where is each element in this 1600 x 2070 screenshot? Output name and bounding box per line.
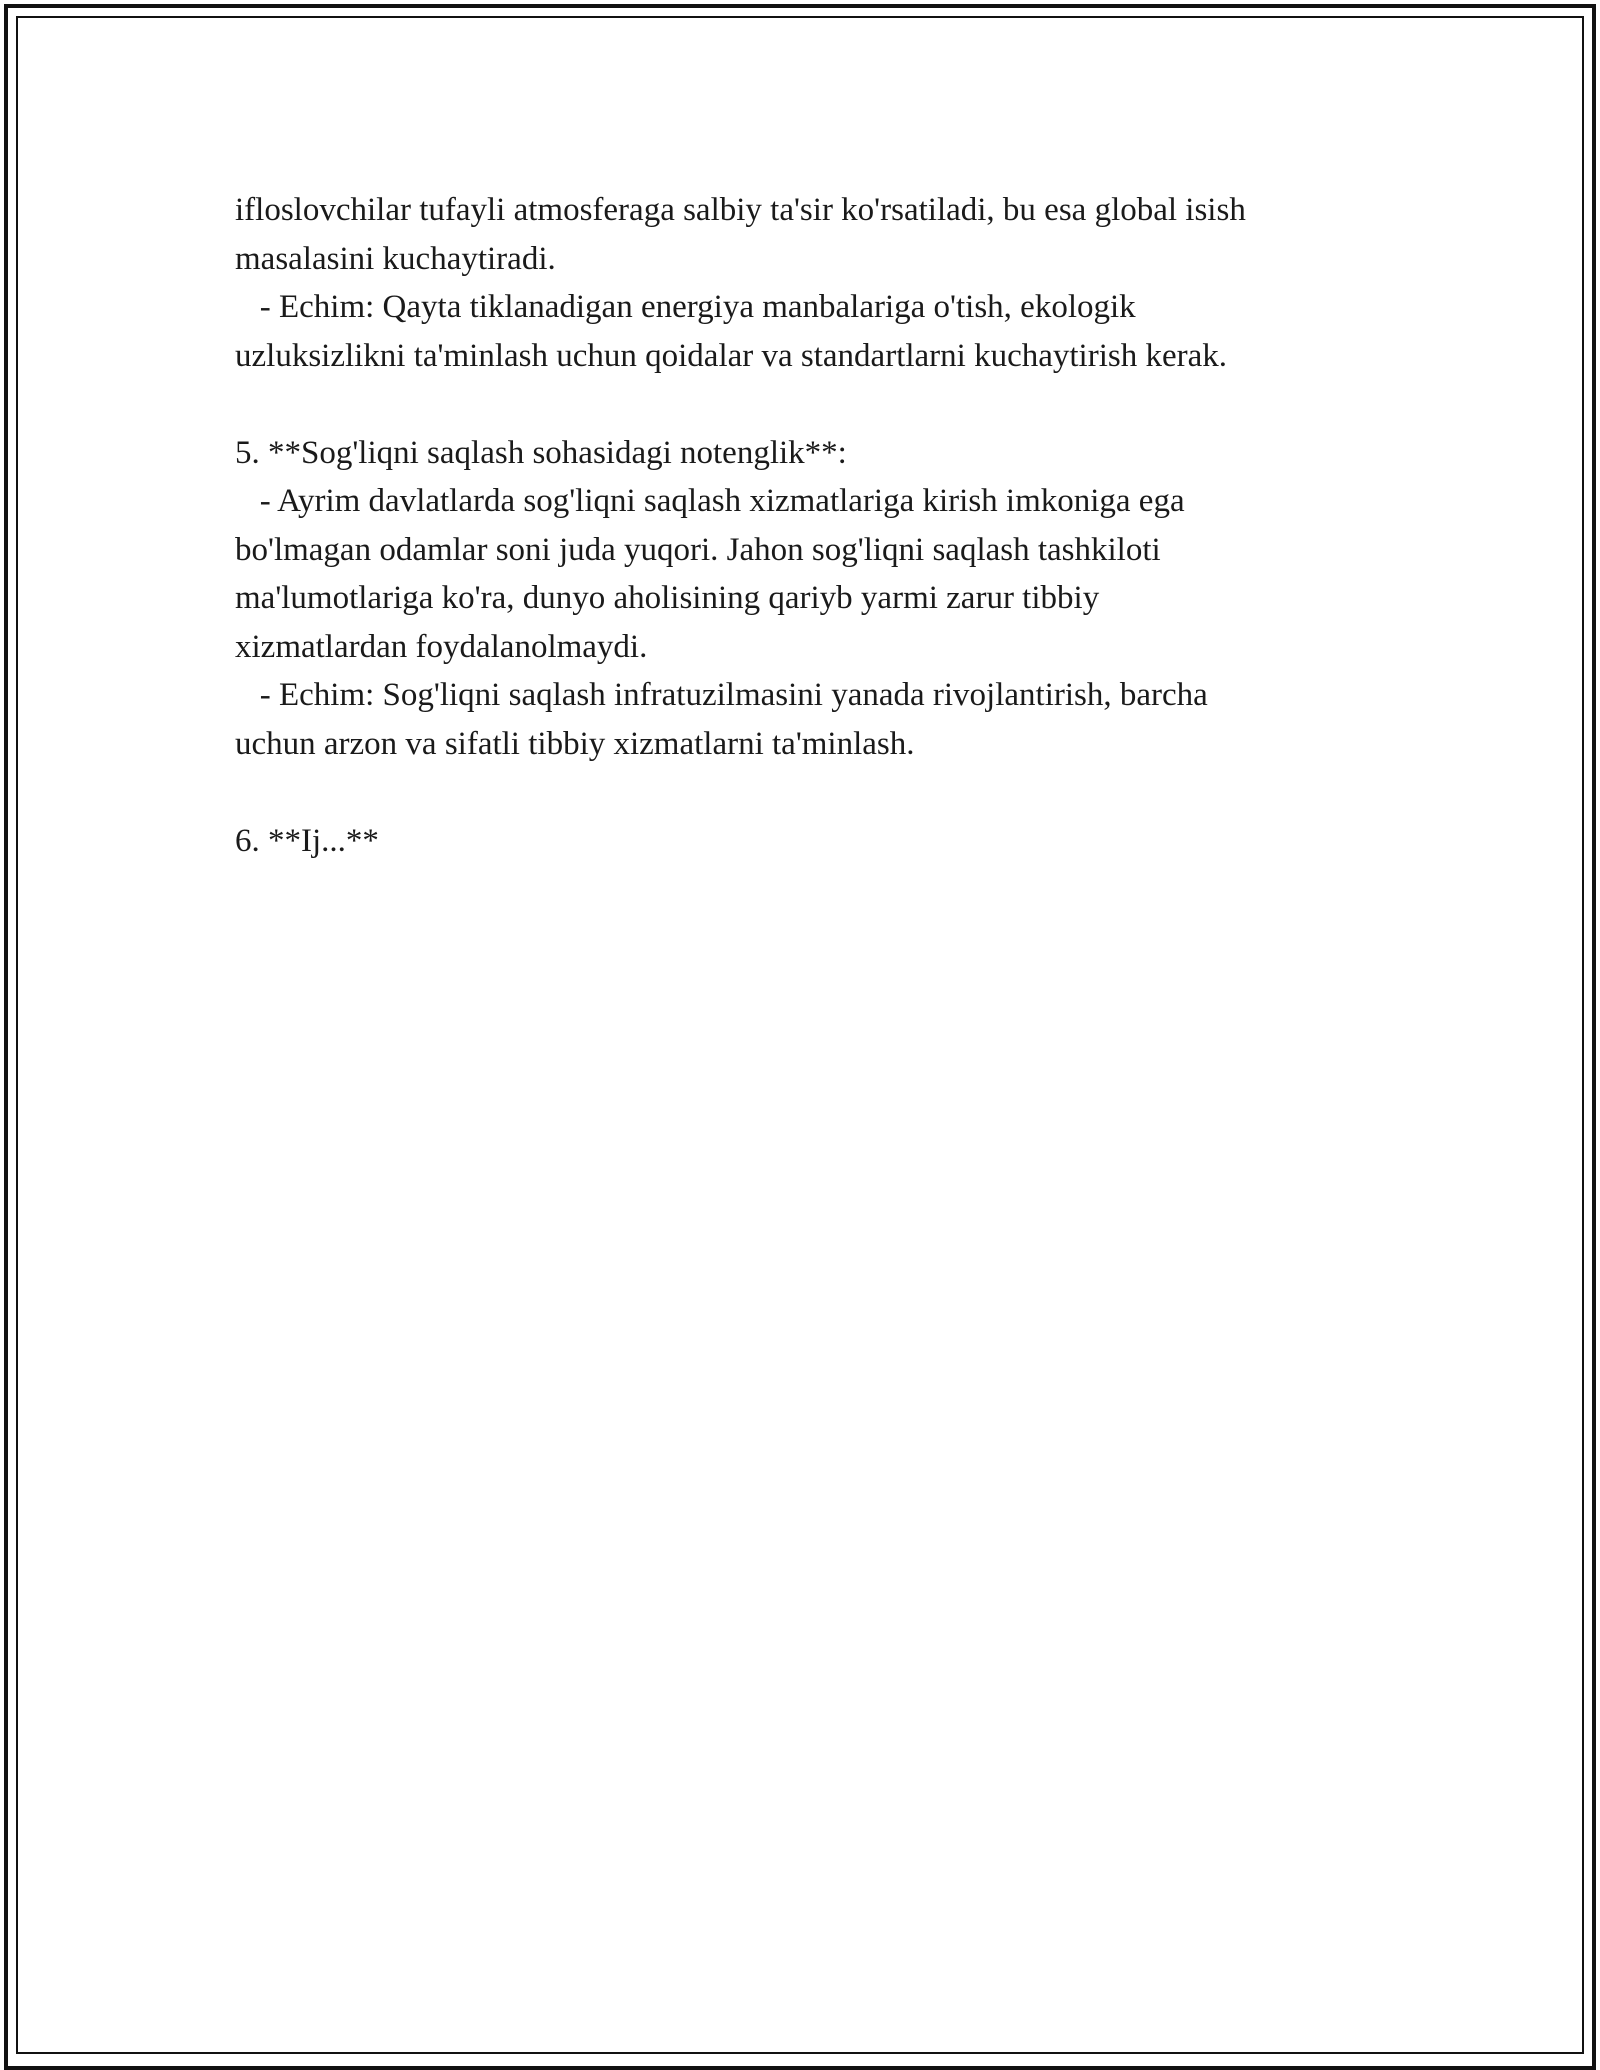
document-body: [235, 186, 1435, 865]
text-line: ma'lumotlariga ko'ra, dunyo aholisining qariyb yarmi zarur tibbiy: [235, 580, 1100, 616]
text-line: xizmatlardan foydalanolmaydi.: [235, 628, 648, 665]
section-heading: 6. **Ij...**: [235, 822, 379, 859]
text-line: ifloslovchilar tufayli atmosferaga salbiy ta'sir ko'rsatiladi, bu esa global isish: [235, 192, 1246, 228]
blank-line: [235, 768, 1435, 817]
section-heading: 5. **Sog'liqni saqlash sohasidagi notenglik**:: [235, 434, 847, 471]
text-line: uzluksizlikni ta'minlash uchun qoidalar va standartlarni kuchaytirish kerak.: [235, 337, 1227, 374]
text-line: - Echim: Sog'liqni saqlash infratuzilmasini yanada rivojlantirish, barcha: [235, 677, 1208, 713]
blank-line: [235, 380, 1435, 429]
text-line: uchun arzon va sifatli tibbiy xizmatlarni ta'minlash.: [235, 725, 915, 762]
text-line: - Ayrim davlatlarda sog'liqni saqlash xizmatlariga kirish imkoniga ega: [235, 483, 1185, 519]
text-line: - Echim: Qayta tiklanadigan energiya manbalariga o'tish, ekologik: [235, 289, 1136, 325]
text-line: bo'lmagan odamlar soni juda yuqori. Jahon sog'liqni saqlash tashkiloti: [235, 531, 1161, 568]
text-line: masalasini kuchaytiradi.: [235, 240, 556, 277]
